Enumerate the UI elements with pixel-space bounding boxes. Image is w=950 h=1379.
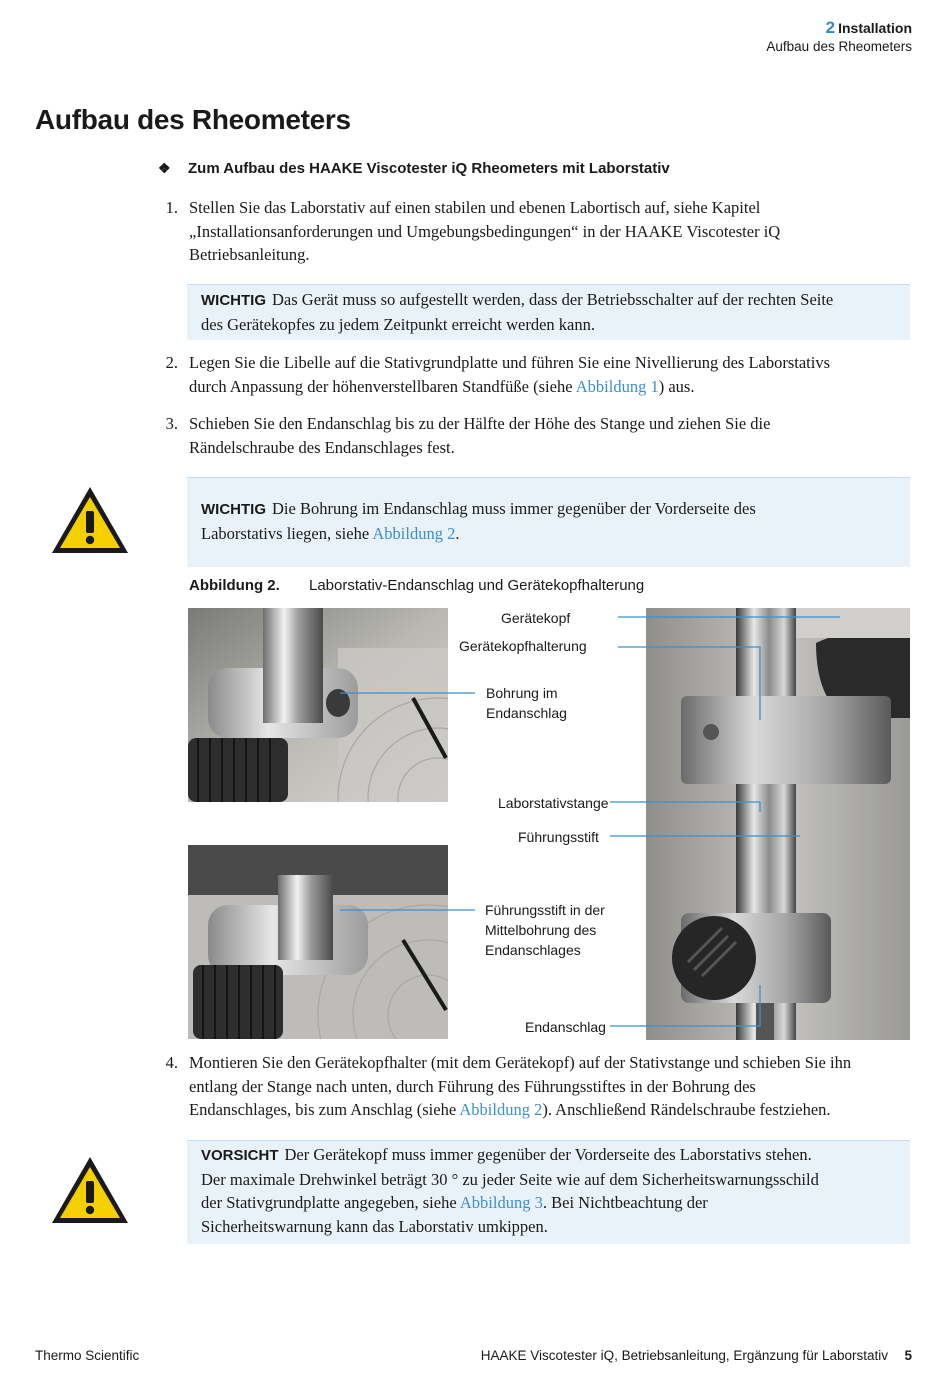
text-line: ). Anschließend Rändelschraube festziehen. xyxy=(542,1100,831,1119)
callout-line: Mittelbohrung des xyxy=(485,922,597,938)
chapter-number: 2 xyxy=(825,18,836,37)
step-number: 2. xyxy=(165,353,178,372)
note-text: Das Gerät muss so aufgestellt werden, dass der Betriebsschalter auf der rechten Seite xyxy=(272,290,834,309)
page-title: Aufbau des Rheometers xyxy=(35,104,351,135)
note-label: WICHTIG xyxy=(201,292,266,309)
callout-fuehrungsstift-mittelbohrung xyxy=(485,900,605,960)
callout-fuehrungsstift: Führungsstift xyxy=(518,829,599,845)
procedure-heading xyxy=(158,160,670,177)
important-note xyxy=(187,284,910,340)
text-line: „Installationsanforderungen und Umgebungsbedingungen“ in der HAAKE Viscotester iQ xyxy=(189,221,781,241)
text-line: Stellen Sie das Laborstativ auf einen stabilen und ebenen Labortisch auf, siehe Kapitel xyxy=(189,198,761,217)
step-3-text xyxy=(189,412,770,459)
page-number: 5 xyxy=(904,1348,912,1363)
text-line: durch Anpassung der höhenverstellbaren Standfüße (siehe xyxy=(189,376,576,396)
note-label: WICHTIG xyxy=(201,501,266,518)
callout-bohrung xyxy=(486,683,567,723)
figure-title: Laborstativ-Endanschlag und Gerätekopfhalterung xyxy=(309,577,645,594)
procedure-title: Zum Aufbau des HAAKE Viscotester iQ Rheometers mit Laborstativ xyxy=(188,160,670,177)
callout-endanschlag: Endanschlag xyxy=(525,1019,606,1035)
note-text: Die Bohrung im Endanschlag muss immer gegenüber der Vorderseite des xyxy=(272,499,756,518)
caution-text: Der maximale Drehwinkel beträgt 30 ° zu jeder Seite wie auf dem Sicherheitswarnungsschild xyxy=(201,1169,819,1189)
text-line: ) aus. xyxy=(658,376,695,396)
chapter-title: Installation xyxy=(838,20,912,36)
note-text: . xyxy=(455,523,460,543)
callout-line: Bohrung im xyxy=(486,685,558,701)
figure-link[interactable]: Abbildung 2 xyxy=(372,523,456,543)
text-line: entlang der Stange nach unten, durch Führung des Führungsstiftes in der Bohrung des xyxy=(189,1076,756,1096)
text-line: Rändelschraube des Endanschlages fest. xyxy=(189,437,455,457)
caution-label: VORSICHT xyxy=(201,1147,279,1164)
callout-line: Endanschlages xyxy=(485,942,581,958)
section-name: Aufbau des Rheometers xyxy=(766,39,912,54)
step-1-text xyxy=(189,196,780,267)
important-note xyxy=(187,477,910,567)
caution-note xyxy=(187,1140,910,1244)
callout-laborstativstange: Laborstativstange xyxy=(498,795,609,811)
footer-left: Thermo Scientific xyxy=(35,1348,140,1363)
text-line: Legen Sie die Libelle auf die Stativgrundplatte und führen Sie eine Nivellierung des Laborstativs xyxy=(189,353,831,372)
step-number: 3. xyxy=(165,414,178,433)
step-2-text xyxy=(189,351,830,398)
callout-geraetekopfhalterung: Gerätekopfhalterung xyxy=(459,638,587,654)
caution-text: der Stativgrundplatte angegeben, siehe xyxy=(201,1193,460,1212)
callout-line: Führungsstift in der xyxy=(485,902,605,918)
caution-text: Der Gerätekopf muss immer gegenüber der Vorderseite des Laborstativs stehen. xyxy=(284,1145,812,1164)
callout-lines xyxy=(340,600,920,1040)
warning-triangle-icon xyxy=(50,485,130,555)
note-text: des Gerätekopfes zu jedem Zeitpunkt erreicht werden kann. xyxy=(201,314,596,334)
callout-geraetekopf: Gerätekopf xyxy=(501,610,571,626)
footer-doc-title: HAAKE Viscotester iQ, Betriebsanleitung, Ergänzung für Laborstativ xyxy=(480,1348,888,1363)
figure-caption xyxy=(189,577,644,594)
caution-text: Sicherheitswarnung kann das Laborstativ umkippen. xyxy=(201,1216,548,1236)
note-text: Laborstativs liegen, siehe xyxy=(201,523,373,543)
figure-link[interactable]: Abbildung 2 xyxy=(459,1100,543,1119)
step-number: 1. xyxy=(165,198,178,217)
step-number: 4. xyxy=(165,1053,178,1072)
text-line: Betriebsanleitung. xyxy=(189,245,310,264)
figure-number: Abbildung 2. xyxy=(189,577,280,594)
figure-link[interactable]: Abbildung 3 xyxy=(459,1193,543,1212)
figure-link[interactable]: Abbildung 1 xyxy=(575,376,659,396)
text-line: Schieben Sie den Endanschlag bis zu der Hälfte der Höhe des Stange und ziehen Sie die xyxy=(189,414,771,433)
text-line: Endanschlages, bis zum Anschlag (siehe xyxy=(189,1100,460,1119)
callout-line: Endanschlag xyxy=(486,705,567,721)
caution-text: . Bei Nichtbeachtung der xyxy=(542,1193,708,1212)
step-4-text xyxy=(189,1051,851,1122)
procedure-bullet: ❖ xyxy=(158,160,171,176)
warning-triangle-icon xyxy=(50,1155,130,1225)
running-header xyxy=(766,18,912,56)
text-line: Montieren Sie den Gerätekopfhalter (mit dem Gerätekopf) auf der Stativstange und schieben Sie ihn xyxy=(189,1053,852,1072)
